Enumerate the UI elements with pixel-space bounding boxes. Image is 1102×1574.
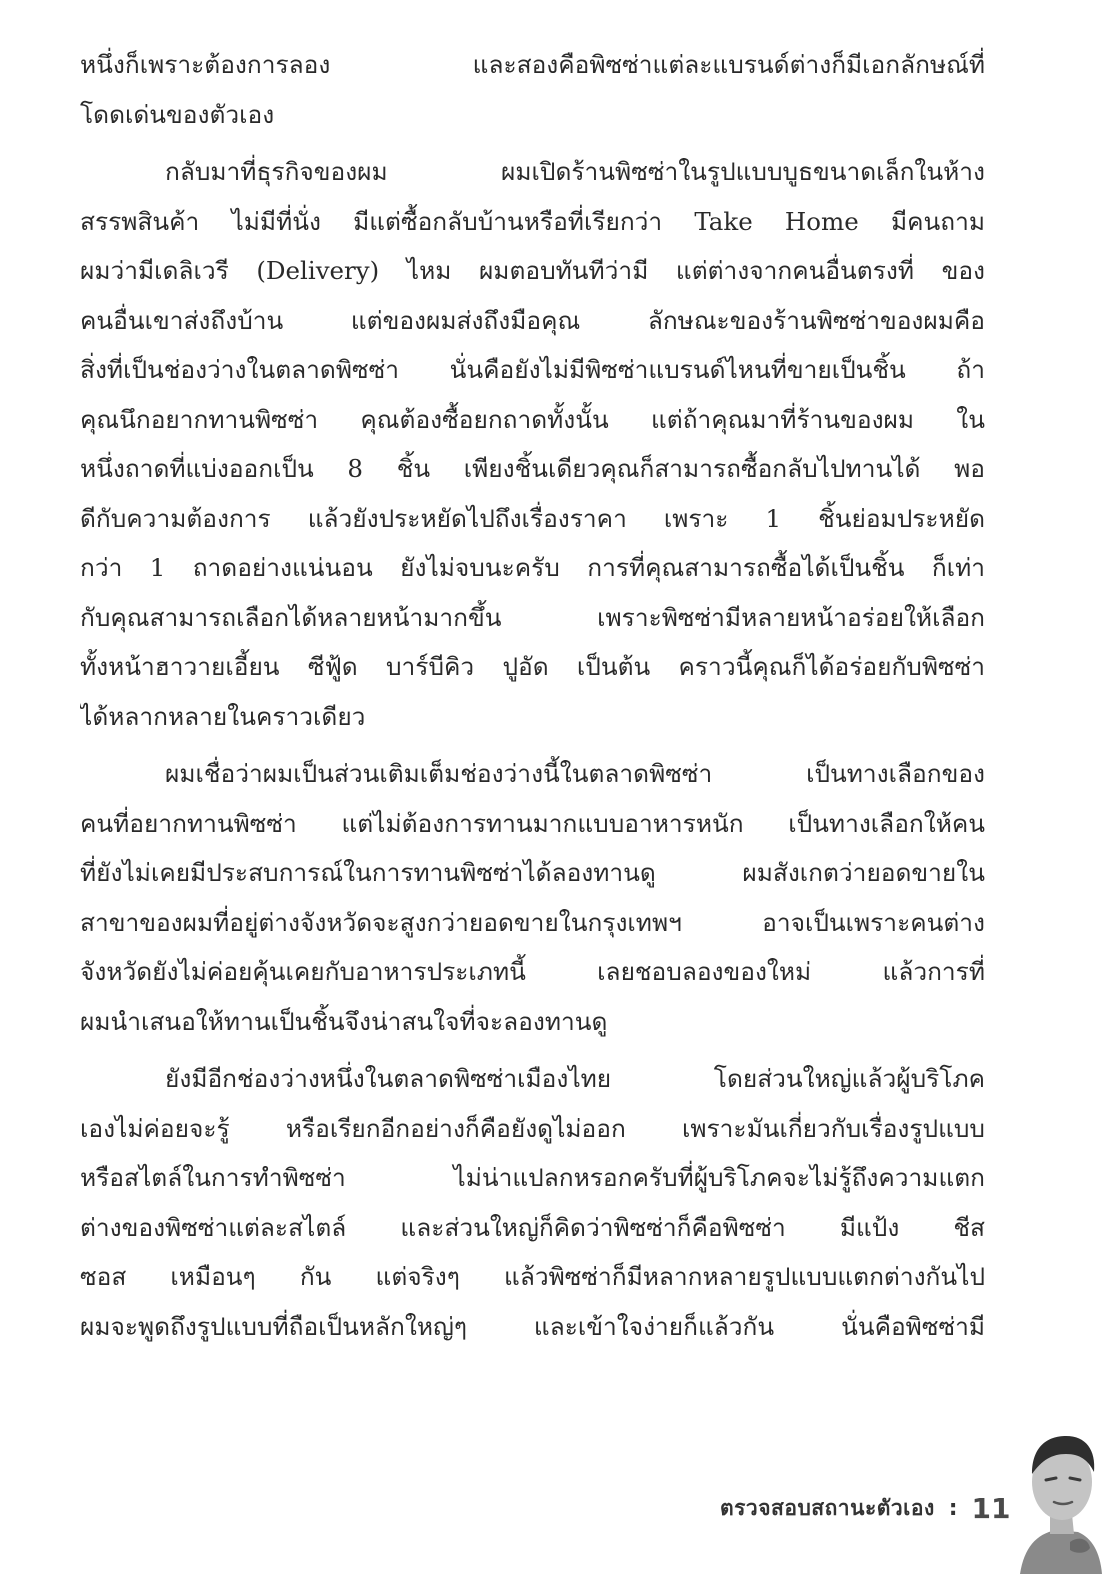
- footer-separator: :: [948, 1495, 958, 1521]
- text-line: สรรพสินค้า ไม่มีที่นั่ง มีแต่ซื้อกลับบ้านหรือที่เรียกว่า Take Home มีคนถาม: [80, 206, 985, 236]
- text-line: กับคุณสามารถเลือกได้หลายหน้ามากขึ้น เพราะพิซซ่ามีหลายหน้าอร่อยให้เลือก: [80, 602, 985, 632]
- document-body: [80, 40, 985, 1351]
- text-line: ได้หลากหลายในคราวเดียว: [80, 701, 366, 731]
- text-line: ยังมีอีกช่องว่างหนึ่งในตลาดพิซซ่าเมืองไทย โดยส่วนใหญ่แล้วผู้บริโภค: [165, 1064, 985, 1093]
- paragraph-4: [80, 1054, 985, 1351]
- author-portrait-image: [1016, 1430, 1102, 1574]
- text-line: เองไม่ค่อยจะรู้ หรือเรียกอีกอย่างก็คือยังดูไม่ออก เพราะมันเกี่ยวกับเรื่องรูปแบบ: [80, 1113, 985, 1143]
- paragraph-1: [80, 40, 985, 139]
- text-line: หนึ่งก็เพราะต้องการลอง และสองคือพิซซ่าแต่ละแบรนด์ต่างก็มีเอกลักษณ์ที่: [80, 50, 985, 79]
- text-line: ที่ยังไม่เคยมีประสบการณ์ในการทานพิซซ่าได้ลองทานดู ผมสังเกตว่ายอดขายใน: [80, 858, 985, 887]
- text-line: ซอส เหมือนๆ กัน แต่จริงๆ แล้วพิซซ่าก็มีหลากหลายรูปแบบแตกต่างกันไป: [80, 1262, 985, 1291]
- text-line: ทั้งหน้าฮาวายเอี้ยน ซีฟู้ด บาร์บีคิว ปูอัด เป็นต้น คราวนี้คุณก็ได้อร่อยกับพิซซ่า: [80, 652, 985, 681]
- text-line: คนอื่นเขาส่งถึงบ้าน แต่ของผมส่งถึงมือคุณ ลักษณะของร้านพิซซ่าของผมคือ: [80, 305, 985, 335]
- text-line: หนึ่งถาดที่แบ่งออกเป็น 8 ชิ้น เพียงชิ้นเดียวคุณก็สามารถซื้อกลับไปทานได้ พอ: [80, 454, 985, 483]
- text-line: คนที่อยากทานพิซซ่า แต่ไม่ต้องการทานมากแบบอาหารหนัก เป็นทางเลือกให้คน: [80, 808, 985, 838]
- text-line: สิ่งที่เป็นช่องว่างในตลาดพิซซ่า นั่นคือยังไม่มีพิซซ่าแบรนด์ไหนที่ขายเป็นชิ้น ถ้า: [80, 355, 985, 384]
- text-line: หรือสไตล์ในการทำพิซซ่า ไม่น่าแปลกหรอกครับที่ผู้บริโภคจะไม่รู้ถึงความแตก: [80, 1163, 985, 1192]
- text-line: กลับมาที่ธุรกิจของผม ผมเปิดร้านพิซซ่าในรูปแบบบูธขนาดเล็กในห้าง: [165, 157, 985, 186]
- paragraph-3: [80, 749, 985, 1046]
- text-line: ผมเชื่อว่าผมเป็นส่วนเติมเต็มช่องว่างนี้ในตลาดพิซซ่า เป็นทางเลือกของ: [165, 759, 985, 788]
- text-line: ผมนำเสนอให้ทานเป็นชิ้นจึงน่าสนใจที่จะลองทานดู: [80, 1006, 608, 1036]
- text-line: ผมว่ามีเดลิเวรี (Delivery) ไหม ผมตอบทันทีว่ามี แต่ต่างจากคนอื่นตรงที่ ของ: [80, 256, 985, 285]
- text-line: สาขาของผมที่อยู่ต่างจังหวัดจะสูงกว่ายอดขายในกรุงเทพฯ อาจเป็นเพราะคนต่าง: [80, 907, 985, 937]
- text-line: ดีกับความต้องการ แล้วยังประหยัดไปถึงเรื่องราคา เพราะ 1 ชิ้นย่อมประหยัด: [80, 503, 985, 533]
- text-line: จังหวัดยังไม่ค่อยคุ้นเคยกับอาหารประเภทนี้ เลยชอบลองของใหม่ แล้วการที่: [80, 957, 985, 986]
- paragraph-2: [80, 147, 985, 741]
- portrait-shoulders: [1020, 1530, 1102, 1574]
- text-line: กว่า 1 ถาดอย่างแน่นอน ยังไม่จบนะครับ การที่คุณสามารถซื้อได้เป็นชิ้น ก็เท่า: [80, 553, 985, 582]
- text-line: ต่างของพิซซ่าแต่ละสไตล์ และส่วนใหญ่ก็คิดว่าพิซซ่าก็คือพิซซ่า มีแป้ง ชีส: [80, 1212, 985, 1242]
- text-line: ผมจะพูดถึงรูปแบบที่ถือเป็นหลักใหญ่ๆ และเข้าใจง่ายก็แล้วกัน นั่นคือพิซซ่ามี: [80, 1311, 985, 1341]
- running-head: ตรวจสอบสถานะตัวเอง: [720, 1495, 935, 1520]
- text-line: โดดเด่นของตัวเอง: [80, 99, 275, 129]
- page-number: 11: [971, 1491, 1011, 1525]
- text-line: คุณนึกอยากทานพิซซ่า คุณต้องซื้อยกถาดทั้งนั้น แต่ถ้าคุณมาที่ร้านของผม ใน: [80, 404, 985, 434]
- page-footer: [720, 1488, 1011, 1528]
